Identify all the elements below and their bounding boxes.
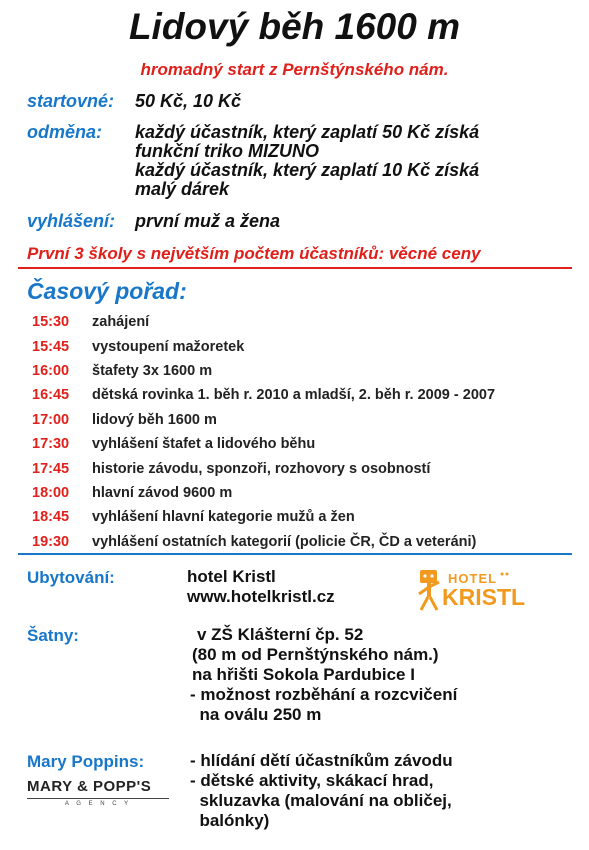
schedule-title: Časový pořad:: [27, 278, 187, 304]
changing-text: [190, 625, 457, 725]
mary-line: balónky): [190, 811, 270, 830]
changing-line: - možnost rozběhání a rozcvičení: [190, 685, 458, 704]
mary-label: Mary Poppins:: [27, 752, 145, 771]
schedule-time: 15:45: [32, 338, 70, 355]
schedule-row: [32, 481, 582, 505]
changing-label: Šatny:: [27, 626, 79, 645]
schedule-event: hlavní závod 9600 m: [92, 484, 233, 501]
reward-line: každý účastník, který zaplatí 10 Kč získá: [135, 160, 480, 180]
schedule-time: 16:45: [32, 387, 70, 404]
mary-line: skluzavka (malování na obličej,: [190, 791, 452, 810]
hotel-logo-big-text: KRISTL: [442, 584, 526, 610]
reward-line: malý dárek: [135, 179, 230, 199]
schedule-event: historie závodu, sponzoři, rozhovory s osobností: [92, 460, 431, 477]
changing-line: v ZŠ Klášterní čp. 52: [197, 625, 364, 644]
fees-label: startovné:: [27, 91, 115, 111]
accommodation-text: [187, 567, 335, 607]
mary-text: [190, 751, 453, 831]
reward-line: funkční triko MIZUNO: [135, 141, 319, 161]
school-prize: První 3 školy s největším počtem účastníků: věcné ceny: [27, 244, 481, 263]
schedule-row: [32, 432, 582, 456]
mary-logo-text: MARY & POPP'S: [27, 778, 152, 795]
changing-line: (80 m od Pernštýnského nám.): [192, 645, 439, 664]
accommodation-label: Ubytování:: [27, 568, 115, 587]
schedule-event: dětská rovinka 1. běh r. 2010 a mladší, 2. běh r. 2009 - 2007: [92, 387, 496, 404]
reward-label: odměna:: [27, 122, 103, 142]
divider-blue: [18, 553, 572, 555]
schedule-event: zahájení: [92, 314, 150, 331]
schedule-row: [32, 530, 582, 554]
schedule-time: 18:45: [32, 509, 70, 526]
schedule-event: štafety 3x 1600 m: [92, 362, 213, 379]
mary-logo-rule: [27, 798, 169, 799]
divider-red: [18, 267, 572, 269]
schedule-time: 17:45: [32, 460, 70, 477]
fees-value: 50 Kč, 10 Kč: [135, 91, 242, 111]
schedule-time: 18:00: [32, 484, 70, 501]
schedule-time: 16:00: [32, 362, 70, 379]
schedule-row: [32, 334, 582, 358]
schedule-event: vyhlášení hlavní kategorie mužů a žen: [92, 509, 355, 526]
schedule-row: [32, 383, 582, 407]
schedule-time: 15:30: [32, 314, 70, 331]
schedule-event: vystoupení mažoretek: [92, 338, 245, 355]
changing-line: na oválu 250 m: [190, 705, 322, 724]
page-subtitle: hromadný start z Pernštýnského nám.: [140, 60, 449, 79]
reward-line: každý účastník, který zaplatí 50 Kč získá: [135, 122, 480, 142]
schedule-time: 17:00: [32, 411, 70, 428]
hotel-url: www.hotelkristl.cz: [187, 587, 335, 606]
schedule-row: [32, 505, 582, 529]
schedule-list: [32, 310, 582, 554]
schedule-time: 17:30: [32, 436, 70, 453]
hotel-logo-small-text: HOTEL: [448, 571, 498, 586]
schedule-row: [32, 359, 582, 383]
mary-logo-subtext: A G E N C Y: [64, 801, 132, 807]
mary-poppins-logo: [27, 778, 169, 818]
schedule-row: [32, 456, 582, 480]
hotel-name: hotel Kristl: [187, 567, 276, 586]
schedule-event: vyhlášení ostatních kategorií (policie ČR, ČD a veteráni): [92, 533, 477, 550]
announcement-value: první muž a žena: [135, 211, 281, 231]
schedule-time: 19:30: [32, 533, 70, 550]
schedule-event: vyhlášení štafet a lidového běhu: [92, 436, 316, 453]
hotel-kristl-logo: [416, 568, 526, 614]
announcement-label: vyhlášení:: [27, 211, 116, 231]
schedule-event: lidový běh 1600 m: [92, 411, 217, 428]
reward-text: [135, 123, 479, 199]
mary-line: - dětské aktivity, skákací hrad,: [190, 771, 434, 790]
schedule-row: [32, 310, 582, 334]
page-title: Lidový běh 1600 m: [128, 6, 461, 47]
schedule-row: [32, 408, 582, 432]
changing-line: na hřišti Sokola Pardubice I: [192, 665, 415, 684]
mary-line: - hlídání dětí účastníkům závodu: [190, 751, 453, 770]
